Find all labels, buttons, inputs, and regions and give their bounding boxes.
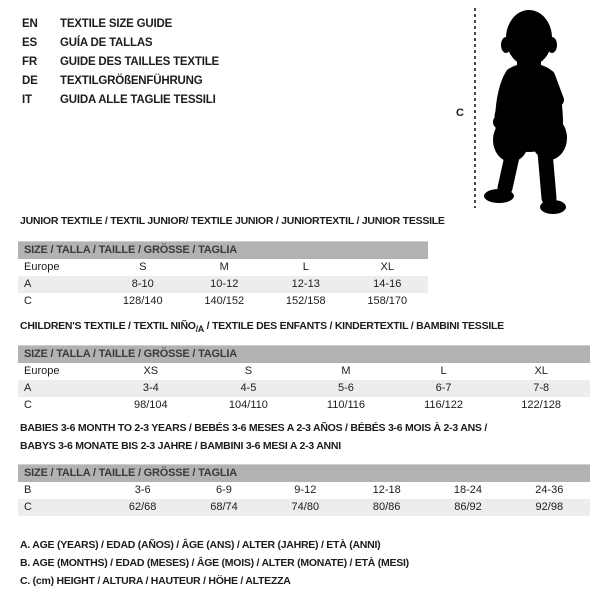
height-cell: 92/98 — [535, 501, 564, 513]
size-cell: S — [139, 261, 147, 273]
junior-size-table — [18, 241, 428, 310]
height-cell: 122/128 — [521, 399, 562, 411]
size-cell: S — [244, 365, 253, 377]
table-row-age — [18, 380, 590, 397]
row-label: Europe — [24, 365, 60, 377]
legend-note-a: A. AGE (YEARS) / EDAD (AÑOS) / ÂGE (ANS) / ALTER (JAHRE) / ETÀ (ANNI) — [20, 539, 381, 551]
height-cell: 80/86 — [372, 501, 401, 513]
babies-title-line1: BABIES 3-6 MONTH TO 2-3 YEARS / BEBÉS 3-6 MESES A 2-3 AÑOS / BÉBÉS 3-6 MOIS À 2-3 ANS / — [20, 422, 488, 434]
age-cell: 7-8 — [533, 382, 550, 394]
language-label: TEXTILGRÖßENFÜHRUNG — [60, 74, 203, 87]
size-cell: M — [341, 365, 351, 377]
language-label: GUÍA DE TALLAS — [60, 36, 153, 49]
table-row-age — [18, 276, 428, 293]
size-header-bar: SIZE / TALLA / TAILLE / GRÖSSE / TAGLIA — [18, 345, 590, 363]
language-row-it — [22, 90, 219, 109]
size-cell: L — [302, 261, 309, 273]
height-marker-label: C — [456, 107, 464, 119]
language-row-fr — [22, 52, 219, 71]
size-cell: M — [219, 261, 229, 273]
row-label: C — [24, 501, 32, 513]
row-label: C — [24, 295, 32, 307]
months-cell: 3-6 — [134, 484, 151, 496]
months-cell: 9-12 — [294, 484, 317, 496]
row-label: A — [24, 382, 32, 394]
language-code: FR — [22, 55, 37, 68]
language-label: GUIDA ALLE TAGLIE TESSILI — [60, 93, 216, 106]
children-section-title — [20, 320, 504, 334]
babies-title-line2: BABYS 3-6 MONATE BIS 2-3 JAHRE / BAMBINI 3-6 MESI A 2-3 ANNI — [20, 440, 341, 452]
toddler-silhouette — [479, 2, 597, 226]
size-cell: XL — [534, 365, 548, 377]
age-cell: 12-13 — [291, 278, 320, 290]
months-cell: 12-18 — [372, 484, 401, 496]
age-cell: 10-12 — [210, 278, 239, 290]
height-cell: 74/80 — [291, 501, 320, 513]
row-label: A — [24, 278, 32, 290]
size-cell: XL — [380, 261, 394, 273]
title-text: CHILDREN'S TEXTILE / TEXTIL NIÑO — [20, 320, 196, 332]
legend-notes — [20, 536, 409, 590]
title-subscript: /A — [195, 324, 204, 335]
months-cell: 24-36 — [535, 484, 564, 496]
table-row-height — [18, 397, 590, 414]
height-dashed-line — [474, 8, 476, 208]
age-cell: 6-7 — [435, 382, 452, 394]
legend-note-b: B. AGE (MONTHS) / EDAD (MESES) / ÂGE (MOIS) / ALTER (MONATE) / ETÀ (MESI) — [20, 557, 409, 569]
babies-size-table — [18, 464, 590, 516]
language-row-en — [22, 14, 219, 33]
language-row-de — [22, 71, 219, 90]
language-row-es — [22, 33, 219, 52]
age-cell: 3-4 — [142, 382, 159, 394]
height-cell: 86/92 — [454, 501, 482, 513]
height-cell: 158/170 — [367, 295, 408, 307]
language-code: IT — [22, 93, 32, 106]
language-label: TEXTILE SIZE GUIDE — [60, 17, 173, 30]
language-code: EN — [22, 17, 38, 30]
size-header-bar: SIZE / TALLA / TAILLE / GRÖSSE / TAGLIA — [18, 241, 428, 259]
legend-note-c: C. (cm) HEIGHT / ALTURA / HAUTEUR / HÖHE / ALTEZZA — [20, 575, 291, 587]
table-row-height — [18, 499, 590, 516]
language-label: GUIDE DES TAILLES TEXTILE — [60, 55, 219, 68]
row-label: Europe — [24, 261, 60, 273]
height-cell: 110/116 — [326, 399, 366, 411]
age-cell: 5-6 — [338, 382, 354, 394]
table-row-height — [18, 293, 428, 310]
size-cell: L — [440, 365, 447, 377]
children-size-table — [18, 345, 590, 414]
babies-section-title — [20, 419, 487, 455]
age-cell: 4-5 — [240, 382, 257, 394]
language-code: ES — [22, 36, 37, 49]
height-cell: 128/140 — [122, 295, 163, 307]
size-cell: XS — [143, 365, 159, 377]
height-cell: 62/68 — [128, 501, 157, 513]
junior-section-title: JUNIOR TEXTILE / TEXTIL JUNIOR/ TEXTILE JUNIOR / JUNIORTEXTIL / JUNIOR TESSILE — [20, 215, 445, 227]
language-code: DE — [22, 74, 38, 87]
table-row-months — [18, 482, 590, 499]
row-label: B — [24, 484, 32, 496]
height-cell: 140/152 — [204, 295, 245, 307]
title-text: / TEXTILE DES ENFANTS / KINDERTEXTIL / BAMBINI TESSILE — [203, 320, 504, 332]
height-cell: 116/122 — [424, 399, 464, 411]
table-row-europe — [18, 363, 590, 380]
height-cell: 152/158 — [285, 295, 326, 307]
size-header-bar: SIZE / TALLA / TAILLE / GRÖSSE / TAGLIA — [18, 464, 590, 482]
table-row-europe — [18, 259, 428, 276]
height-cell: 104/110 — [228, 399, 268, 411]
height-cell: 98/104 — [133, 399, 168, 411]
age-cell: 8-10 — [131, 278, 154, 290]
row-label: C — [24, 399, 32, 411]
language-guide-list — [22, 14, 219, 109]
months-cell: 6-9 — [216, 484, 232, 496]
months-cell: 18-24 — [453, 484, 483, 496]
height-cell: 68/74 — [210, 501, 238, 513]
age-cell: 14-16 — [373, 278, 402, 290]
